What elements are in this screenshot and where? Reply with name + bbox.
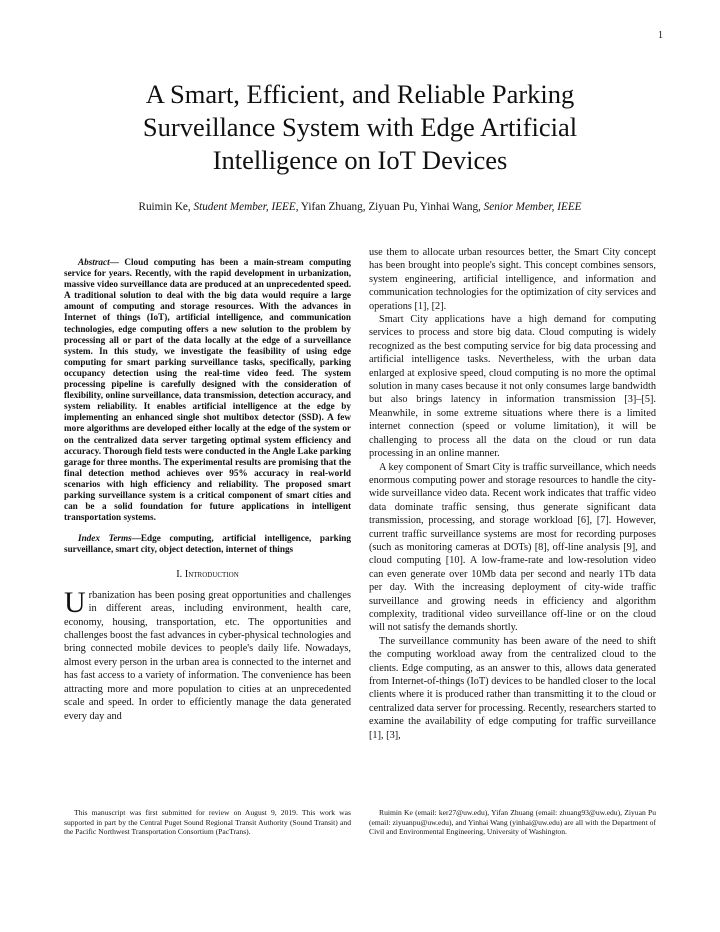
author-1-role: Student Member, IEEE [193,201,296,213]
intro-paragraph-1-text: rbanization has been posing great opportunities and challenges in different areas, including environment, health care, economy, housing, transportation, etc. The opportunities and challenges boost the fast advances in cyber-physical technologies and bring connected mobile devices to people's daily life. Nowadays, almost every person in the urban area is connected to the internet and has fast access to a variety of information. The convenience has been attracting more and more population to cities at an unprecedented scale and speed. In order to efficiently manage the data generated every day and [64,589,351,722]
abstract [64,257,351,523]
paper-title: A Smart, Efficient, and Reliable Parking Surveillance System with Edge Artificial Intelligence on IoT Devices [142,79,578,175]
left-column [64,247,351,723]
intro-paragraph-1 [64,585,351,723]
index-terms-lead: Index Terms [78,533,132,544]
author-1: Ruimin Ke, [138,201,191,213]
author-line [40,201,680,213]
author-last-role: Senior Member, IEEE [483,201,582,213]
section-heading-introduction [64,568,351,581]
drop-cap: U [64,585,86,619]
abstract-text: — Cloud computing has been a main-stream computing service for years. Recently, with the rapid development in urbanization, massive video surveillance data are produced at an unprecedented speed. A traditional solution to deal with the big data would require a large amount of computing and storage resources. With the advances in Internet of things (IoT), artificial intelligence, and communication technologies, edge computing offers a new solution to the problem by processing all or part of the data locally at the edge of a surveillance system. In this study, we investigate the feasibility of using edge computing for smart parking surveillance tasks, specifically, parking occupancy detection using the real-time video feed. The system processing pipeline is carefully designed with the consideration of flexibility, online surveillance, data transmission, detection accuracy, and system reliability. It enables artificial intelligence at the edge by implementing an enhanced single shot multibox detector (SSD). A few more algorithms are developed either locally at the edge of the system or on the centralized data server targeting optimal system efficiency and accuracy. Thorough field tests were conducted in the Angle Lake parking garage for three months. The experimental results are promising that the final detection method achieves over 95% accuracy in real-world scenarios with high efficiency and reliability. The proposed smart parking surveillance system is a critical component of smart cities and can be a solid foundation for future applications in intelligent transportation systems. [64,257,351,523]
footnote-right [369,808,656,837]
intro-paragraph-2: Smart City applications have a high demand for computing services to process and store big data. Cloud computing is widely recognized as the best computing service for big data processing and artificial intelligence tasks. Nevertheless, with the urban data enlarged at explosive speed, cloud computing is no more the optimal solution in many cases because it not only consumes large bandwidth but also brings latency in information transmission [3]–[5]. Meanwhile, in some extreme situations where there is a limited internet connection (speed or volume limitation), it will be challenging to process all the data on the cloud or run data processing in an online manner. [369,314,656,460]
index-terms-text: —Edge computing, artificial intelligence, parking surveillance, smart city, object detection, internet of things [64,533,352,555]
section-title: Introduction [184,569,239,581]
footnote-funding: This manuscript was first submitted for review on August 9, 2019. This work was supported in part by the Central Puget Sound Regional Transit Authority (Sound Transit) and the Pacific Northwest Transportation Consortium (PacTrans). [64,808,351,837]
page-number: 1 [658,30,663,41]
footnote-affiliations: Ruimin Ke (email: ker27@uw.edu), Yifan Zhuang (email: zhuang93@uw.edu), Ziyuan Pu (email: ziyuanpu@uw.edu), and Yinhai Wang (yinhai@uw.edu) are all with the Department of Civil and Environmental Engineering, University of Washington. [369,808,656,837]
intro-paragraph-1-continued: use them to allocate urban resources better, the Smart City concept has been brought into people's sight. This concept combines sensors, system engineering, artificial intelligence, and information and communication technologies for the optimization of city services and operations [1], [2]. [369,247,656,312]
index-terms [64,533,351,555]
right-column [369,246,656,742]
authors-middle: , Yifan Zhuang, Ziyuan Pu, Yinhai Wang, [295,201,481,213]
section-numeral: I. [176,569,183,581]
intro-paragraph-4: The surveillance community has been aware of the need to shift the computing workload away from the centralized cloud to the clients. Edge computing, as an answer to this, allows data generated from Internet-of-things (IoT) devices to be handled closer to the local clients where it is produced rather than transmitting it to the cloud or centralized data server for processing. Recently, researchers started to examine the availability of edge computing for traffic surveillance [1], [3], [369,635,656,741]
footnote-left [64,808,351,837]
abstract-lead: Abstract [78,257,110,267]
intro-paragraph-3: A key component of Smart City is traffic surveillance, which needs enormous computing power and storage resources to handle the city-wide surveillance video data. Recent work indicates that traffic video data dominate traffic sensing, thus generate significant data transmission, processing, and storage workload [6], [7]. However, current traffic surveillance systems are most for recording purposes (such as monitoring cameras at DOTs) [8], off-line analysis [9], and cloud computing [10]. A low-frame-rate and low-resolution video can even generate over 10Mb data per second and nearly 1Tb data per day. With the increasing deployment of city-wide traffic surveillance and growing needs in efficiency and algorithm complexity, traditional video surveillance off-line or on the cloud will not satisfy the demands shortly. [369,461,656,634]
